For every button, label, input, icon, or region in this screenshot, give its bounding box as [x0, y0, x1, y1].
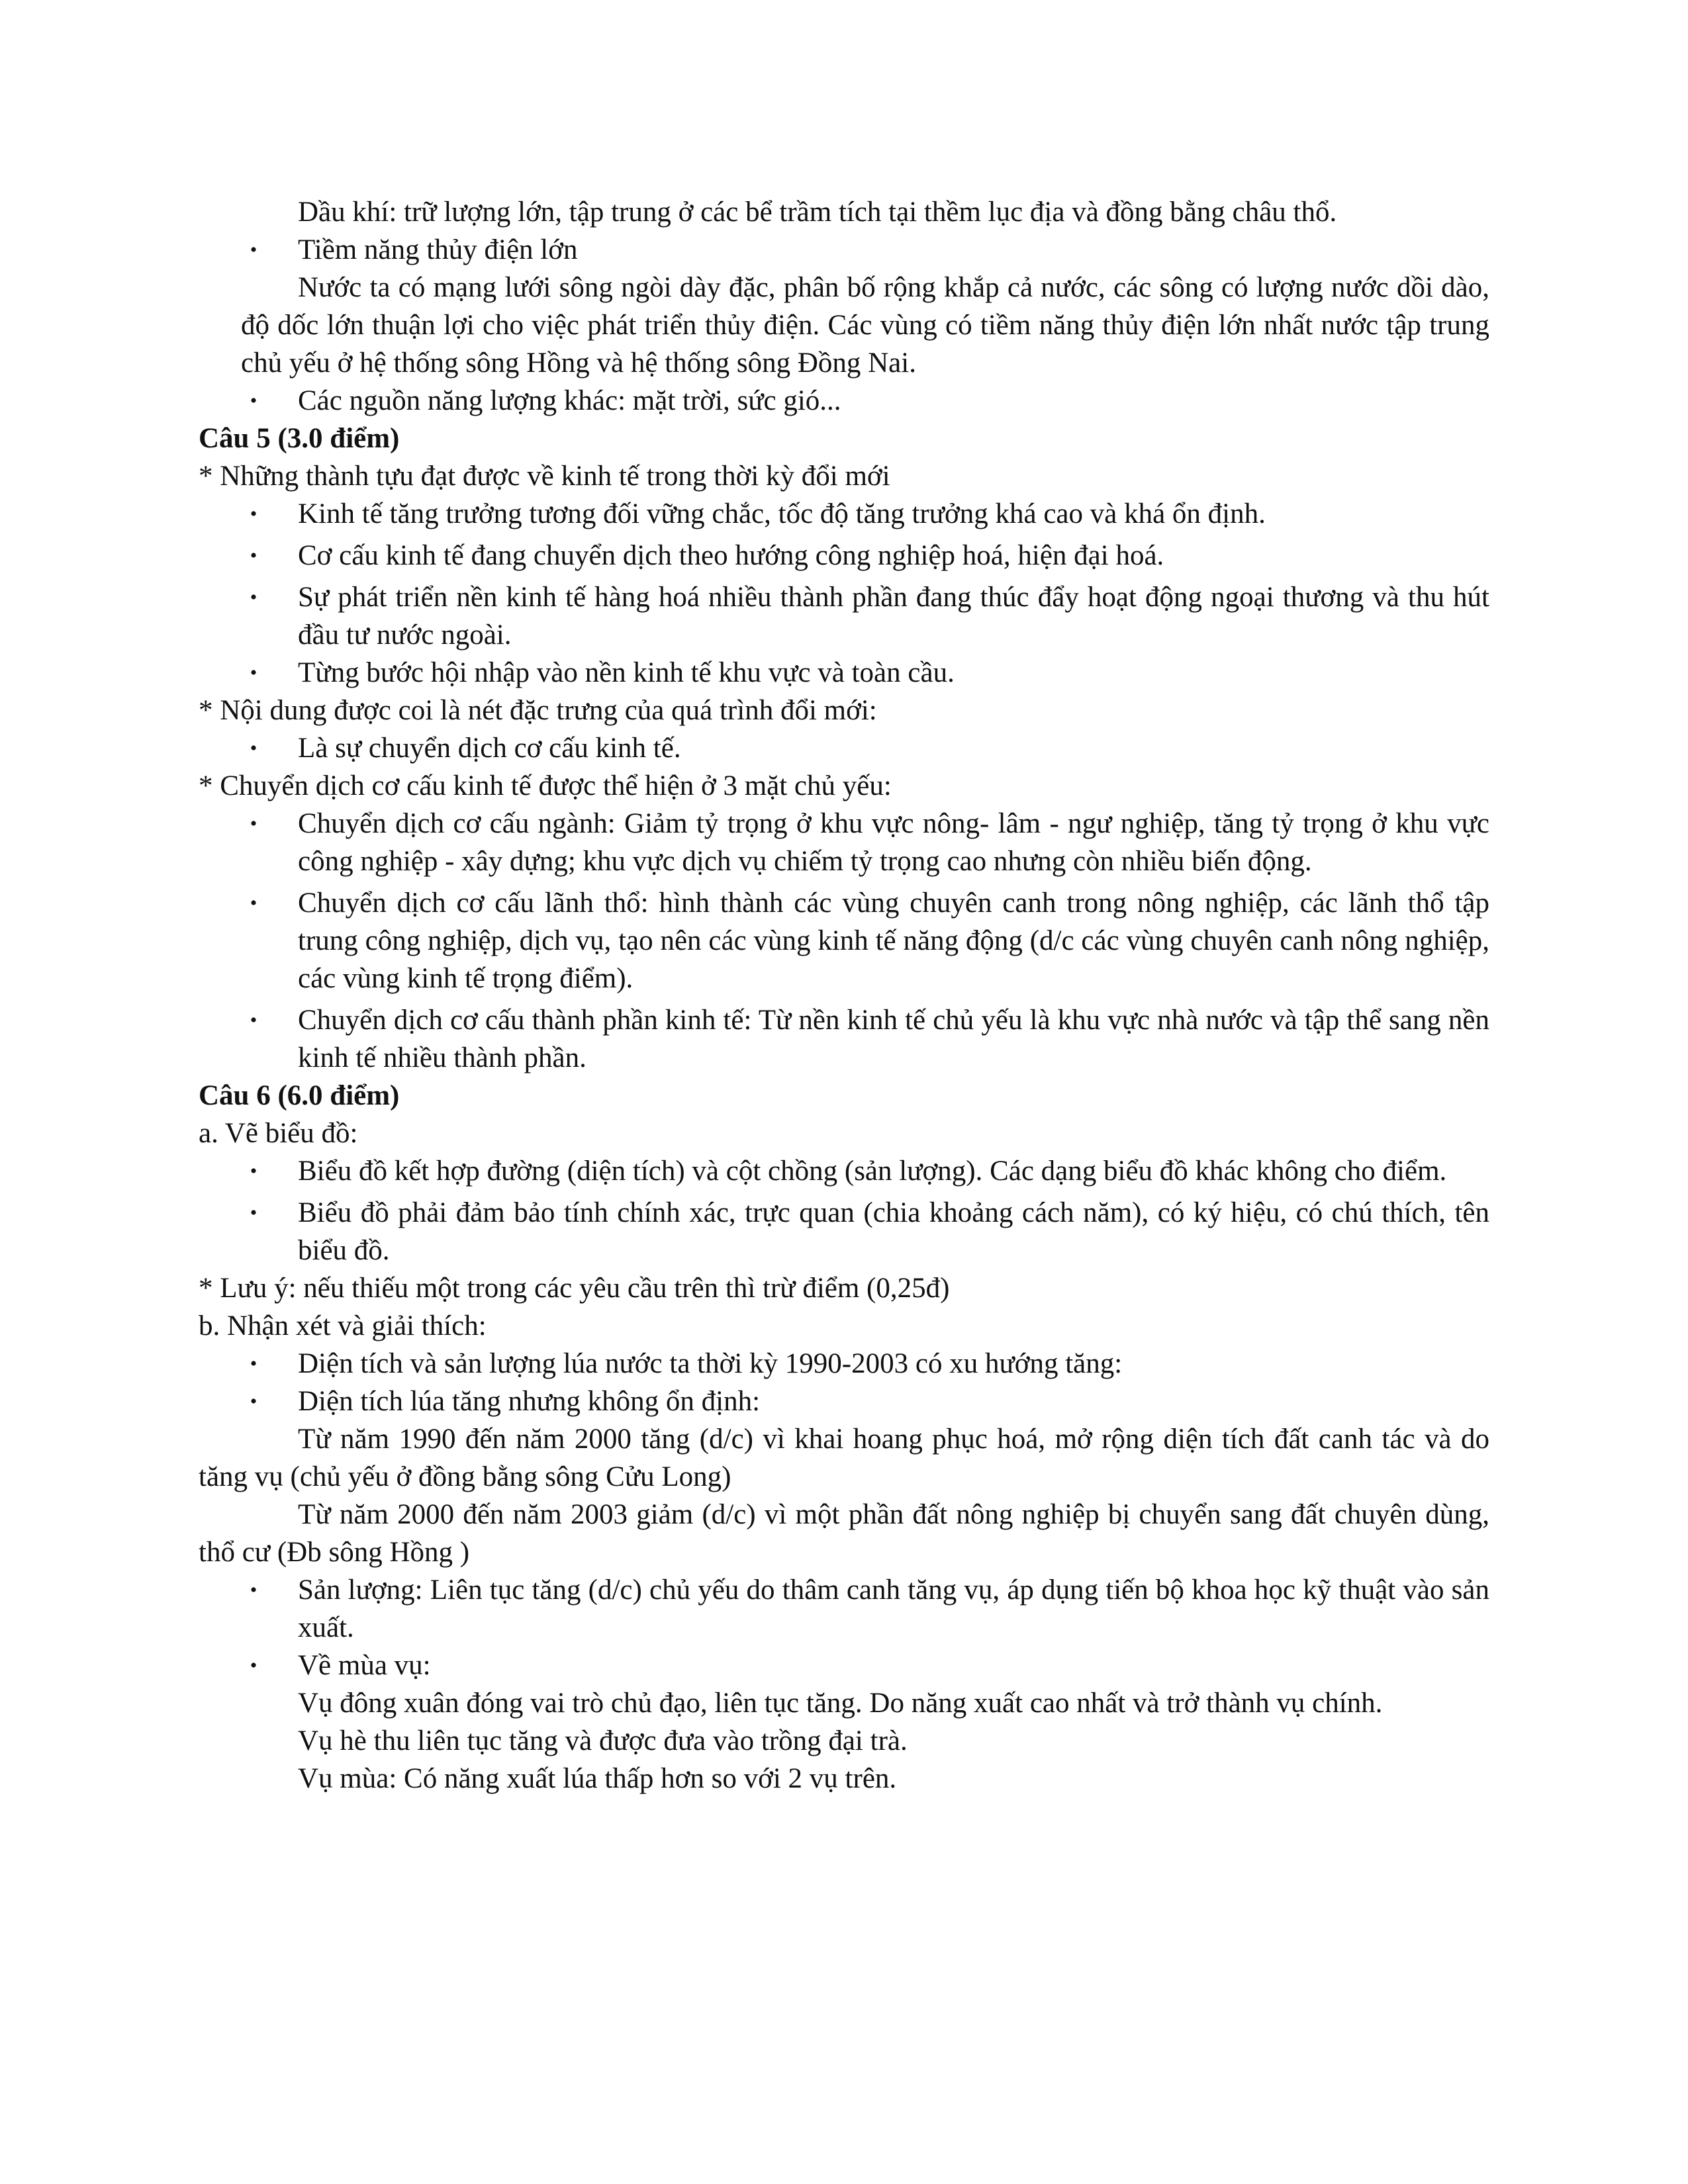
bullet-icon: [249, 1647, 258, 1684]
paragraph-hydropower-detail: Nước ta có mạng lưới sông ngòi dày đặc, phân bố rộng khắp cả nước, các sông có lượng nước dồi dào, độ dốc lớn thuận lợi cho việc phát triển thủy điện. Các vùng có tiềm năng thủy điện lớn nhất nước tập trung chủ yếu ở hệ thống sông Hồng và hệ thống sông Đồng Nai.: [241, 272, 1489, 379]
bullet-hydropower: [199, 231, 1489, 269]
bullet-icon: [249, 537, 258, 574]
bullet-text: Cơ cấu kinh tế đang chuyển dịch theo hướng công nghiệp hoá, hiện đại hoá.: [298, 540, 1164, 571]
bullet-icon: [249, 578, 258, 616]
bullet-other-energy: [199, 382, 1489, 420]
bullet-text: Biểu đồ phải đảm bảo tính chính xác, trực quan (chia khoảng cách năm), có ký hiệu, có chú thích, tên biểu đồ.: [298, 1197, 1489, 1266]
bullet-text: Chuyển dịch cơ cấu lãnh thổ: hình thành các vùng chuyên canh trong nông nghiệp, các lãnh thổ tập trung công nghiệp, dịch vụ, tạo nên các vùng kinh tế năng động (d/c các vùng chuyên canh nông nghiệp, các vùng kinh tế trọng điểm).: [298, 887, 1489, 994]
bullet-chart-type: [199, 1152, 1489, 1190]
bullet-text: Sản lượng: Liên tục tăng (d/c) chủ yếu do thâm canh tăng vụ, áp dụng tiến bộ khoa học kỹ thuật vào sản xuất.: [298, 1574, 1489, 1643]
bullet-text: Kinh tế tăng trưởng tương đối vững chắc, tốc độ tăng trưởng khá cao và khá ổn định.: [298, 498, 1266, 529]
bullet-text: Diện tích và sản lượng lúa nước ta thời kỳ 1990-2003 có xu hướng tăng:: [298, 1348, 1123, 1379]
bullet-text: Là sự chuyển dịch cơ cấu kinh tế.: [298, 733, 681, 764]
bullet-sector-structure: [199, 805, 1489, 880]
bullet-icon: [249, 729, 258, 767]
bullet-commodity-economy: [199, 578, 1489, 654]
bullet-text: Biểu đồ kết hợp đường (diện tích) và cột chồng (sản lượng). Các dạng biểu đồ khác không cho điểm.: [298, 1156, 1447, 1187]
heading-question-5: Câu 5 (3.0 điểm): [199, 423, 400, 454]
bullet-icon: [249, 382, 258, 420]
paragraph-2000-2003: Từ năm 2000 đến năm 2003 giảm (d/c) vì một phần đất nông nghiệp bị chuyển sang đất chuyên dùng, thổ cư (Đb sông Hồng ): [199, 1499, 1489, 1568]
bullet-icon: [249, 884, 258, 922]
document-page: [199, 193, 1489, 1797]
bullet-text: Từng bước hội nhập vào nền kinh tế khu vực và toàn cầu.: [298, 657, 955, 688]
bullet-icon: [249, 1152, 258, 1190]
bullet-chart-requirements: [199, 1194, 1489, 1269]
bullet-icon: [249, 654, 258, 692]
subheading-achievements: * Những thành tựu đạt được về kinh tế trong thời kỳ đổi mới: [199, 461, 890, 492]
bullet-structural-change: [199, 729, 1489, 767]
bullet-text: Chuyển dịch cơ cấu ngành: Giảm tỷ trọng ở khu vực nông- lâm - ngư nghiệp, tăng tỷ trọng ở khu vực công nghiệp - xây dựng; khu vực dịch vụ chiếm tỷ trọng cao nhưng còn nhiều biến động.: [298, 808, 1489, 877]
paragraph-oil-gas: Dầu khí: trữ lượng lớn, tập trung ở các bể trầm tích tại thềm lục địa và đồng bằng châu thổ.: [298, 197, 1337, 228]
bullet-icon: [249, 1194, 258, 1232]
bullet-text: Tiềm năng thủy điện lớn: [298, 234, 578, 265]
bullet-area-unstable: [199, 1383, 1489, 1420]
paragraph-summer-autumn: Vụ hè thu liên tục tăng và được đưa vào trồng đại trà.: [298, 1725, 908, 1756]
note-deduction: * Lưu ý: nếu thiếu một trong các yêu cầu trên thì trừ điểm (0,25đ): [199, 1273, 950, 1304]
bullet-icon: [249, 1001, 258, 1039]
bullet-integration: [199, 654, 1489, 692]
subheading-three-aspects: * Chuyển dịch cơ cấu kinh tế được thể hiện ở 3 mặt chủ yếu:: [199, 770, 892, 801]
bullet-output: [199, 1571, 1489, 1647]
bullet-text: Về mùa vụ:: [298, 1650, 431, 1681]
bullet-icon: [249, 231, 258, 269]
bullet-structure-shift: [199, 537, 1489, 574]
bullet-icon: [249, 1383, 258, 1420]
bullet-seasons: [199, 1647, 1489, 1684]
paragraph-1990-2000: Từ năm 1990 đến năm 2000 tăng (d/c) vì khai hoang phục hoá, mở rộng diện tích đất canh tác và do tăng vụ (chủ yếu ở đồng bằng sông Cửu Long): [199, 1424, 1489, 1492]
bullet-territorial-structure: [199, 884, 1489, 997]
bullet-icon: [249, 805, 258, 842]
bullet-area-output-trend: [199, 1345, 1489, 1383]
paragraph-main-season: Vụ mùa: Có năng xuất lúa thấp hơn so với 2 vụ trên.: [298, 1763, 897, 1794]
bullet-text: Diện tích lúa tăng nhưng không ổn định:: [298, 1386, 761, 1417]
heading-question-6: Câu 6 (6.0 điểm): [199, 1080, 400, 1111]
bullet-growth: [199, 495, 1489, 533]
bullet-icon: [249, 1571, 258, 1609]
bullet-text: Sự phát triển nền kinh tế hàng hoá nhiều thành phần đang thúc đẩy hoạt động ngoại thương và thu hút đầu tư nước ngoài.: [298, 582, 1489, 651]
bullet-text: Các nguồn năng lượng khác: mặt trời, sức gió...: [298, 385, 841, 416]
bullet-ownership-structure: [199, 1001, 1489, 1077]
subheading-draw-chart: a. Vẽ biểu đồ:: [199, 1118, 358, 1149]
paragraph-winter-spring: Vụ đông xuân đóng vai trò chủ đạo, liên tục tăng. Do năng xuất cao nhất và trở thành vụ chính.: [298, 1688, 1383, 1719]
bullet-icon: [249, 1345, 258, 1383]
bullet-text: Chuyển dịch cơ cấu thành phần kinh tế: Từ nền kinh tế chủ yếu là khu vực nhà nước và tập thể sang nền kinh tế nhiều thành phần.: [298, 1005, 1489, 1073]
subheading-comment: b. Nhận xét và giải thích:: [199, 1310, 487, 1342]
bullet-icon: [249, 495, 258, 533]
subheading-characteristic: * Nội dung được coi là nét đặc trưng của quá trình đổi mới:: [199, 695, 877, 726]
